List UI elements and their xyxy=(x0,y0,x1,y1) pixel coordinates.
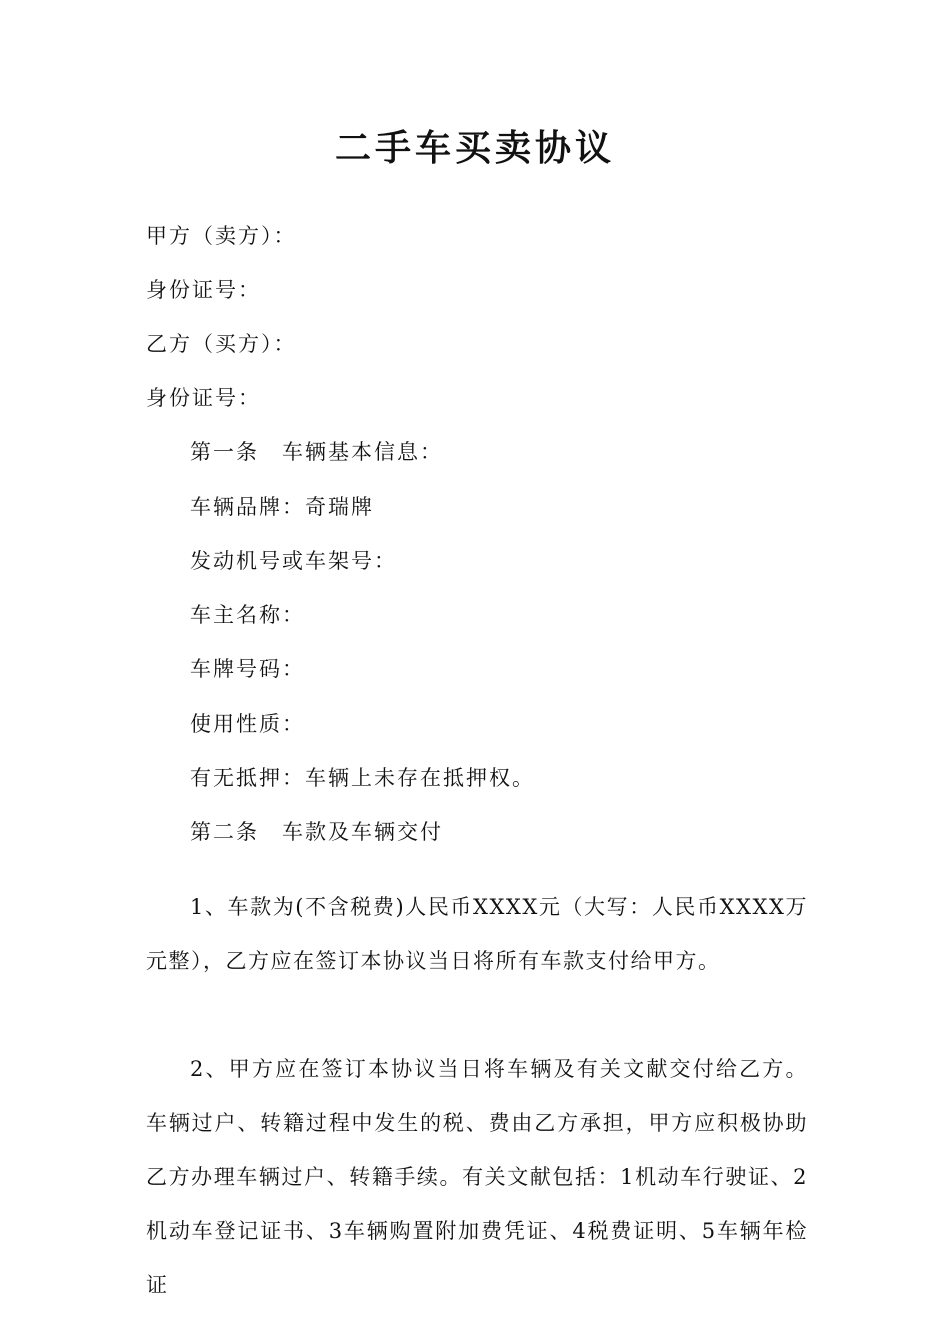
engine-or-frame-number-line: 发动机号或车架号： xyxy=(190,549,397,573)
document-title: 二手车买卖协议 xyxy=(334,128,615,169)
vehicle-brand-line: 车辆品牌：奇瑞牌 xyxy=(190,495,374,519)
party-a-seller-line: 甲方（卖方）： xyxy=(146,224,297,248)
payment-clause-paragraph: 1、车款为(不含税费)人民币XXXX元（大写：人民币XXXX万元整），乙方应在签订本协议当日将所有车款支付给甲方。 xyxy=(146,895,808,973)
mortgage-status-line: 有无抵押：车辆上未存在抵押权。 xyxy=(190,766,535,790)
article-2-heading: 第二条 车款及车辆交付 xyxy=(190,820,443,844)
party-b-id-number-line: 身份证号： xyxy=(146,386,261,410)
party-a-id-number-line: 身份证号： xyxy=(146,278,261,302)
article-1-heading: 第一条 车辆基本信息： xyxy=(190,440,443,464)
usage-nature-line: 使用性质： xyxy=(190,712,305,736)
party-b-buyer-line: 乙方（买方）： xyxy=(146,332,297,356)
delivery-clause-paragraph: 2、甲方应在签订本协议当日将车辆及有关文献交付给乙方。车辆过户、转籍过程中发生的税、费由乙方承担，甲方应积极协助乙方办理车辆过户、转籍手续。有关文献包括：1机动车行驶证、2机动车登记证书、3车辆购置附加费凭证、4税费证明、5车辆年检证 xyxy=(146,1057,808,1297)
plate-number-line: 车牌号码： xyxy=(190,657,305,681)
owner-name-line: 车主名称： xyxy=(190,603,305,627)
